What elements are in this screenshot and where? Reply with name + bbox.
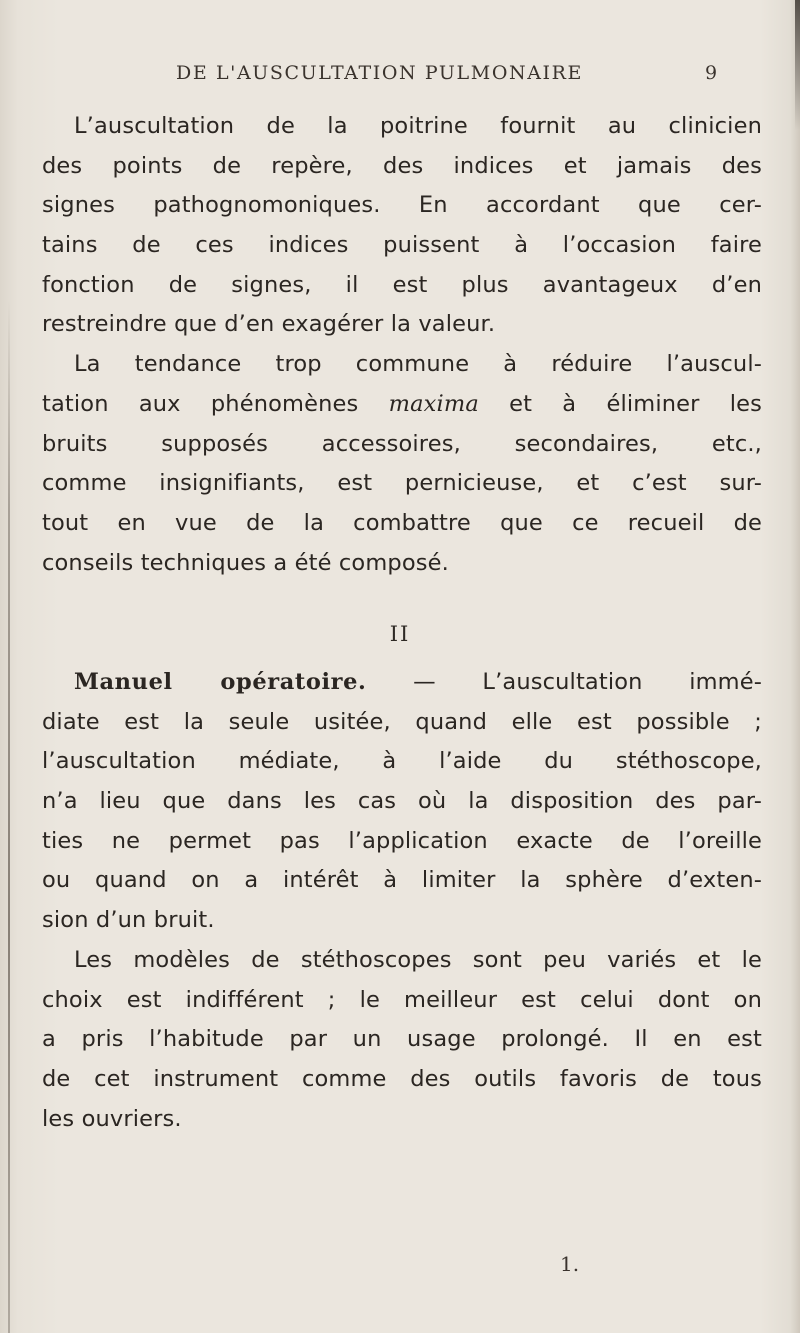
paragraph-4 xyxy=(42,941,762,1139)
text-line: ties ne permet pas l’application exacte de l’oreille xyxy=(42,827,762,854)
section-heading: Manuel opératoire. xyxy=(74,669,367,695)
text-run: tation aux phénomènes xyxy=(42,390,389,417)
text-line-with-italic xyxy=(42,385,762,425)
text-line: sion d’un bruit. xyxy=(42,907,215,934)
text-line: La tendance trop commune à réduire l’auscul- xyxy=(74,351,762,378)
text-line: de cet instrument comme des outils favoris de tous xyxy=(42,1065,762,1092)
text-line: tains de ces indices puissent à l’occasion faire xyxy=(42,232,762,259)
text-line: a pris l’habitude par un usage prolongé. Il en est xyxy=(42,1026,762,1053)
text-line: bruits supposés accessoires, secondaires, etc., xyxy=(42,430,762,457)
paragraph-1 xyxy=(42,107,762,345)
text-line: restreindre que d’en exagérer la valeur. xyxy=(42,311,496,338)
text-line: tout en vue de la combattre que ce recueil de xyxy=(42,509,762,536)
binding-shadow xyxy=(8,300,10,1333)
text-line-with-heading xyxy=(42,663,762,703)
running-title: DE L'AUSCULTATION PULMONAIRE xyxy=(176,62,584,84)
text-line: comme insignifiants, est pernicieuse, et c’est sur- xyxy=(42,470,762,497)
running-head xyxy=(0,62,800,88)
italic-term: maxima xyxy=(388,390,479,417)
section-number: II xyxy=(389,622,411,646)
text-line: signes pathognomoniques. En accordant que cer- xyxy=(42,192,762,219)
text-block-bottom xyxy=(42,663,762,1139)
text-line: L’auscultation de la poitrine fournit au clinicien xyxy=(74,113,762,139)
text-line: des points de repère, des indices et jamais des xyxy=(42,152,762,179)
paragraph-3 xyxy=(42,663,762,941)
text-line: diate est la seule usitée, quand elle est possible ; xyxy=(42,708,762,735)
text-line: ou quand on a intérêt à limiter la sphère d’exten- xyxy=(42,867,762,894)
paragraph-2 xyxy=(42,345,762,583)
text-line: l’auscultation médiate, à l’aide du stéthoscope, xyxy=(42,748,762,775)
text-line: n’a lieu que dans les cas où la disposition des par- xyxy=(42,788,762,815)
text-block-top xyxy=(42,107,762,583)
text-line: les ouvriers. xyxy=(42,1105,182,1132)
text-line: fonction de signes, il est plus avantageux d’en xyxy=(42,271,762,298)
page-number: 9 xyxy=(705,62,718,84)
text-line: conseils techniques a été composé. xyxy=(42,549,449,576)
text-run: et à éliminer les xyxy=(478,390,763,417)
text-run: — L’auscultation immé- xyxy=(366,669,762,695)
signature-mark: 1. xyxy=(560,1252,580,1276)
text-line: choix est indifférent ; le meilleur est celui dont on xyxy=(42,986,762,1013)
text-line: Les modèles de stéthoscopes sont peu variés et le xyxy=(74,946,762,973)
